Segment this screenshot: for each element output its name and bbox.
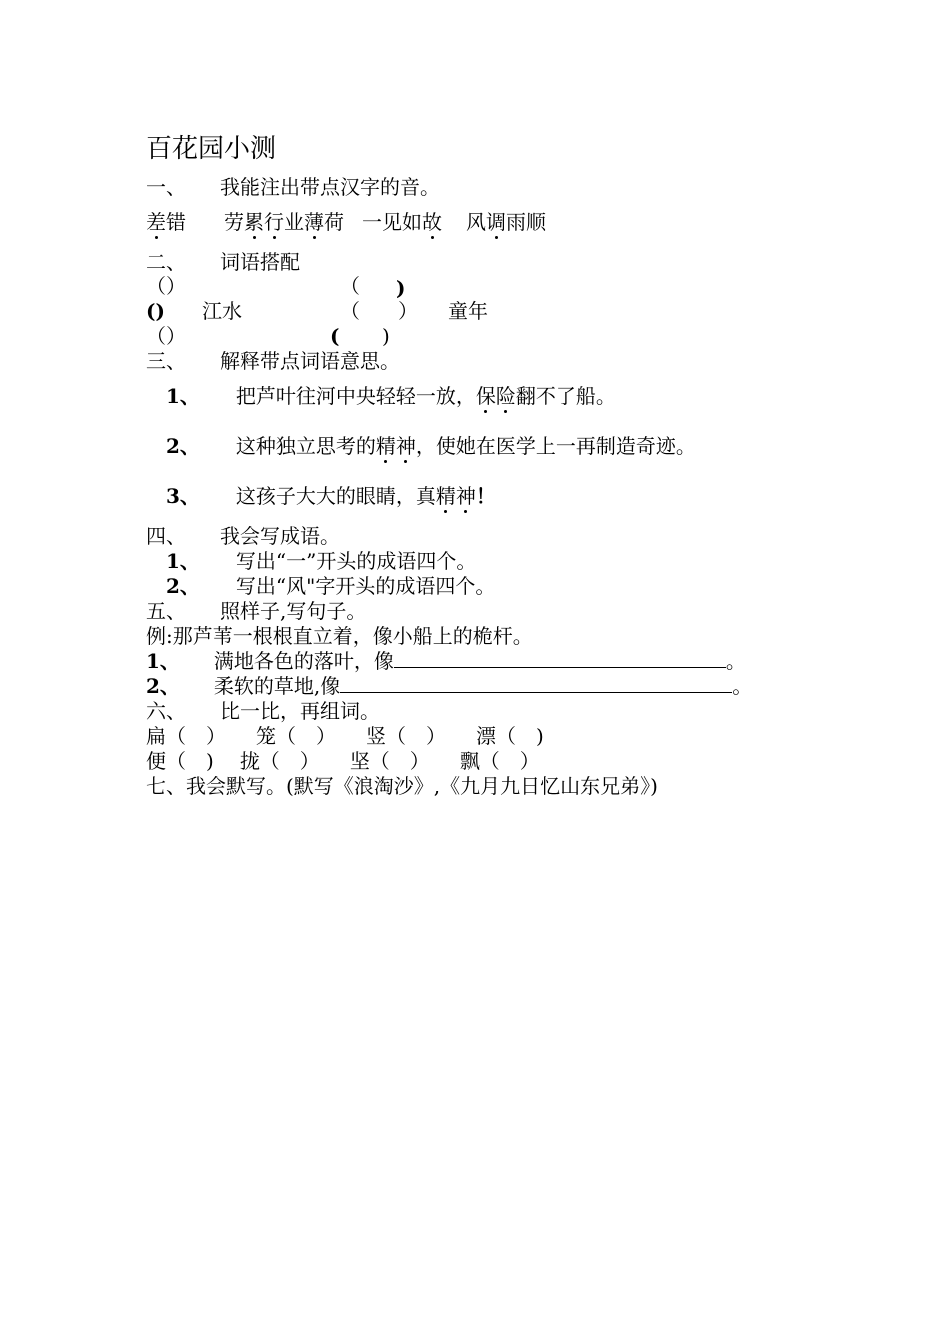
compare-word: 坚（ ）: [349, 749, 430, 773]
compare-word: 拢（ ）: [239, 749, 320, 773]
dotted-char: 精: [435, 484, 456, 508]
dotted-char: 故: [422, 210, 442, 234]
compare-word: 竖（ ）: [366, 724, 446, 748]
section-number: 一、: [146, 175, 186, 199]
match-row-1-paren-close: ): [396, 276, 406, 300]
item-number: 2、: [166, 574, 200, 598]
dotted-char: 精: [375, 434, 396, 458]
match-word-jiangshui: 江水: [202, 299, 242, 323]
item-number: 2、: [146, 674, 180, 698]
dotted-char: 行: [264, 210, 284, 234]
sentence-item-2: 2、 柔软的草地,像 。: [146, 674, 753, 698]
explain-item-2: 2、 这种独立思考的精神，使她在医学上一再制造奇迹。: [166, 434, 696, 458]
item-number: 2、: [166, 434, 200, 458]
section-title: 比一比，再组词。: [220, 699, 380, 723]
section-title: 解释带点词语意思。: [220, 349, 400, 373]
dotted-char: 调: [486, 210, 506, 234]
section-6-heading: [146, 699, 380, 723]
match-row-3-paren-open: (: [330, 324, 340, 348]
sentence-item-1: 1、 满地各色的落叶，像 。: [146, 649, 746, 673]
section-title: 我会写成语。: [220, 524, 340, 548]
dotted-char: 险: [495, 384, 516, 408]
item-number: 1、: [166, 549, 200, 573]
section-number: 六、: [146, 699, 186, 723]
compare-word: 便（ ): [146, 749, 214, 773]
section-5-heading: [146, 599, 366, 623]
item-number: 3、: [166, 484, 200, 508]
compare-word: 笼（ ）: [256, 724, 336, 748]
section-4-heading: [146, 524, 340, 548]
section-title: 照样子,写句子。: [220, 599, 367, 623]
item-number: 1、: [166, 384, 200, 408]
match-row-3-paren-close: ): [382, 324, 390, 348]
compare-word: 扁（ ）: [146, 724, 226, 748]
compare-word: 飘（ ）: [459, 749, 540, 773]
section-title: 词语搭配: [220, 250, 300, 274]
section-number: 三、: [146, 349, 186, 373]
explain-item-3: 3、 这孩子大大的眼睛，真精神！: [166, 484, 496, 508]
section-number: 二、: [146, 250, 186, 274]
match-row-2-paren-open: （: [340, 299, 360, 323]
match-row-1-paren-open: （: [340, 274, 360, 298]
answer-blank[interactable]: [340, 674, 732, 693]
match-word-tongnian: 童年: [448, 299, 488, 323]
section-7-heading: 七、我会默写。(默写《浪淘沙》,《九月九日忆山东兄弟》): [146, 774, 658, 798]
pinyin-word-row: [146, 210, 546, 234]
match-row-3-left: （）: [146, 324, 186, 348]
section-title: 我能注出带点汉字的音。: [220, 175, 440, 199]
match-row-2-left: (): [146, 299, 165, 323]
item-number: 1、: [146, 649, 180, 673]
compare-row-2: [146, 749, 540, 773]
word-laolei-hangye-bohe: 劳累行业薄荷: [224, 210, 344, 234]
section-3-heading: [146, 349, 400, 373]
explain-item-1: 1、 把芦叶往河中央轻轻一放，保险翻不了船。: [166, 384, 616, 408]
example-sentence: 例:那芦苇一根根直立着，像小船上的桅杆。: [146, 624, 533, 648]
dotted-char: 保: [475, 384, 496, 408]
answer-blank[interactable]: [394, 649, 726, 668]
dotted-char: 神: [455, 484, 476, 508]
dotted-char: 累: [244, 210, 264, 234]
idiom-item-1: 1、 写出“一”开头的成语四个。: [166, 549, 477, 573]
word-chacuo: 差错: [146, 210, 186, 234]
section-number: 四、: [146, 524, 186, 548]
section-1-heading: [146, 175, 440, 199]
page-title: 百花园小测: [146, 134, 277, 164]
idiom-item-2: 2、 写出“风"字开头的成语四个。: [166, 574, 496, 598]
match-row-1-left: （）: [146, 274, 186, 298]
compare-row-1: [146, 724, 544, 748]
word-yijianrugu: 一见如故: [362, 210, 442, 234]
section-number: 五、: [146, 599, 186, 623]
dotted-char: 神: [395, 434, 416, 458]
word-fengtiaoyushun: 风调雨顺: [466, 210, 546, 234]
dotted-char: 薄: [304, 210, 324, 234]
dotted-char: 差: [146, 210, 166, 234]
compare-word: 漂（ ): [476, 724, 544, 748]
match-row-2-paren-close: ）: [398, 299, 418, 323]
section-2-heading: [146, 250, 300, 274]
